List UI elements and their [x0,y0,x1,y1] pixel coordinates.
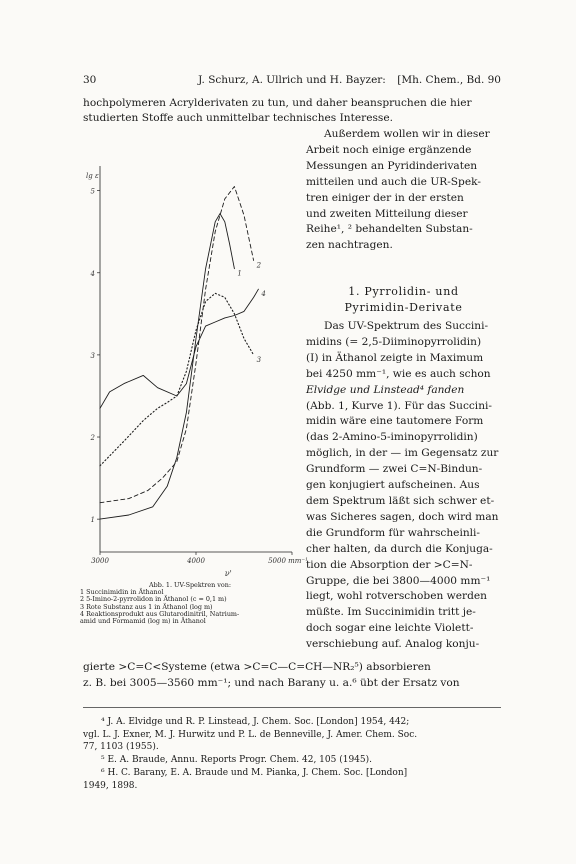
text-line: midin wäre eine tautomere Form [306,415,484,428]
text-line: (Abb. 1, Kurve 1). Für das Succini- [306,399,492,412]
y-tick-label: 5 [90,187,95,196]
text-line: gen konjugiert aufscheinen. Aus [306,479,480,492]
text-line: z. B. bei 3005—3560 mm⁻¹; und nach Barany u. a.⁶ übt der Ersatz von [83,676,460,689]
text-line: (I) in Äthanol zeigte in Maximum [306,351,484,364]
y-tick-label: 1 [90,516,95,525]
figure-caption [80,582,300,625]
header-authors: J. Schurz, A. Ullrich und H. Bayzer: [198,74,386,86]
intro-paragraph [83,96,501,125]
series-4-line [100,289,258,408]
footnote-line: ⁴ J. A. Elvidge und R. P. Linstead, J. Chem. Soc. [London] 1954, 442; [101,717,410,727]
y-tick-label: 4 [90,269,95,278]
text-line: die Grundform für wahrscheinli- [306,526,481,539]
footnote-line: 1949, 1898. [83,780,138,791]
y-axis-label: lg ε [86,172,99,180]
text-line: möglich, in der — im Gegensatz zur [306,447,499,460]
column-paragraph-1 [306,127,501,254]
text-line: (das 2-Amino-5-iminopyrrolidin) [306,431,478,444]
text-line: müßte. Im Succinimidin tritt je- [306,606,476,619]
text-line: dem Spektrum läßt sich schwer et- [306,494,495,507]
text-line: gierte >C=C<Systeme (etwa >C=C—C=CH—NR₂⁵) absorbieren [83,661,431,673]
x-tick-label: 3000 [91,557,109,565]
text-line: Außerdem wollen wir in dieser [324,128,490,140]
chart-labels-group [86,172,308,578]
footnote-line: ⁶ H. C. Barany, E. A. Braude und M. Pianka, J. Chem. Soc. [London] [101,768,408,778]
y-tick-label: 2 [90,434,95,443]
caption-item: 2 5-Imino-2-pyrrolidon in Äthanol (c = 0,1 m) [80,595,227,604]
section-title-line: Pyrimidin-Derivate [344,301,463,314]
caption-title: Abb. 1. UV-Spektren von: [149,581,231,589]
text-line: mitteilen und auch die UR-Spek- [306,175,481,188]
text-line: bei 4250 mm⁻¹, wie es auch schon [306,367,491,380]
y-tick-label: 3 [90,351,95,360]
footnote-line: ⁵ E. A. Braude, Annu. Reports Progr. Chem. 42, 105 (1945). [101,755,372,765]
text-line: verschiebung auf. Analog konju- [306,638,480,651]
chart-series-group [100,187,258,520]
caption-item: amid und Formamid (log m) in Äthanol [80,617,206,626]
column-paragraph-2 [306,319,501,653]
chart-frame [97,166,292,555]
section-heading [306,284,501,316]
series-1-line [100,214,234,519]
text-line: cher halten, da durch die Konjuga- [306,542,493,555]
footnote-6 [83,767,501,792]
x-tick-label: 5000 mm⁻¹ [268,557,308,565]
page-number: 30 [83,74,97,86]
text-line: Das UV-Spektrum des Succini- [324,320,489,332]
section-title-line: 1. Pyrrolidin- und [348,285,459,298]
text-line: Messungen an Pyridinderivaten [306,159,478,172]
text-line: Arbeit noch einige ergänzende [306,143,472,156]
x-tick-label: 4000 [187,557,205,565]
series-4-label: 4 [261,290,266,299]
text-line: zen nachtragen. [306,239,393,252]
text-line: liegt, wohl rotverschoben werden [306,590,487,603]
caption-item: 4 Reaktionsprodukt aus Glutarodinitril, Natrium- [80,609,240,618]
text-line: Reihe¹, ² behandelten Substan- [306,223,473,236]
text-line: was Sicheres sagen, doch wird man [306,510,499,523]
footnote-5 [83,754,501,767]
text-line: und zweiten Mitteilung dieser [306,207,468,220]
caption-item: 3 Rote Substanz aus 1 in Äthanol (log m) [80,602,213,611]
text-line: tion die Absorption der >C=N- [306,558,473,571]
text-line: hochpolymeren Acrylderivaten zu tun, und daher beanspruchen die hier [83,97,472,109]
caption-item: 1 Succinimidin in Äthanol [80,588,164,597]
uv-spectrum-chart [80,160,308,580]
series-3-line [100,293,254,466]
header-journal: [Mh. Chem., Bd. 90 [397,74,501,86]
text-line: Elvidge und Linstead⁴ fanden [306,383,465,396]
series-3-label: 3 [256,355,262,364]
footnote-4 [83,716,501,754]
text-line: Gruppe, die bei 3800—4000 mm⁻¹ [306,574,491,587]
series-2-line [100,187,254,503]
text-line: studierten Stoffe auch unmittelbar technisches Interesse. [83,111,393,124]
x-axis-label: ν' [224,569,232,578]
footnote-line: vgl. L. J. Exner, M. J. Hurwitz und P. L. de Benneville, J. Amer. Chem. Soc. [83,729,418,740]
series-1-label: 1 [237,269,242,278]
footnote-line: 77, 1103 (1955). [83,742,159,752]
text-line: tren einiger der in der ersten [306,191,464,204]
text-line: doch sogar eine leichte Violett- [306,622,474,635]
text-line: midins (= 2,5-Diiminopyrrolidin) [306,335,482,348]
bottom-paragraph [83,660,501,691]
series-2-label: 2 [256,261,262,270]
text-line: Grundform — zwei C=N-Bindun- [306,463,483,476]
footnote-rule [83,707,501,708]
